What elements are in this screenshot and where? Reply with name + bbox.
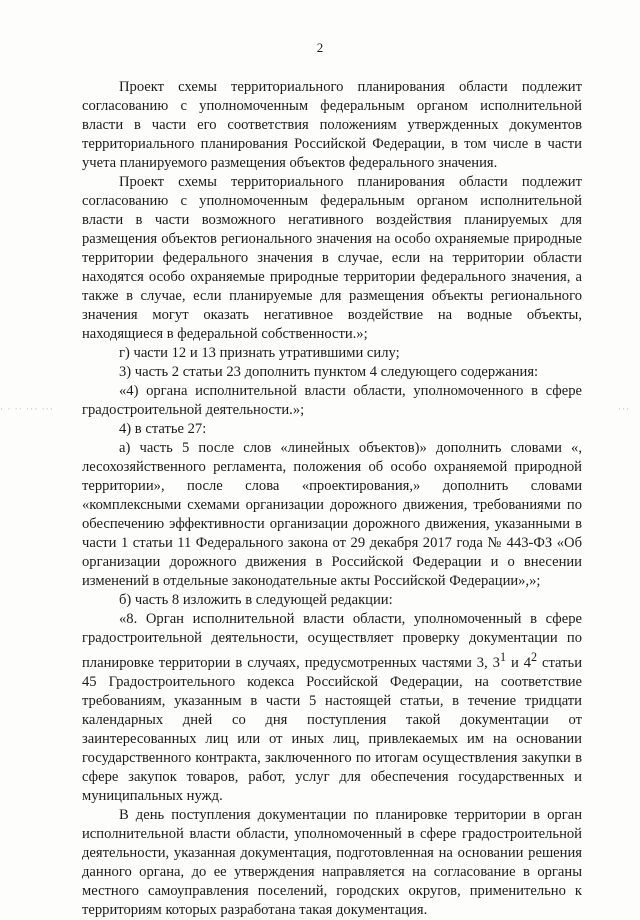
page-number: 2: [316, 40, 324, 55]
paragraph-3: 3) часть 2 статьи 23 дополнить пунктом 4 следующего содержания:: [119, 364, 539, 380]
paragraph-8-part-3: статьи 45 Градостроительного кодекса Российской Федерации, на соответствие требованиям, указанным в части 5 настоящей статьи, в течение тридцати календарных дней со дня поступления такой документации от заинтересованных лиц или от иных лиц, привлекаемых им на основании государственного контракта, заключенного по итогам осуществления закупки в сфере закупок товаров, работ, услуг для обеспечения государственных и муниципальных нужд.: [82, 654, 583, 804]
scan-artifact-left: ⋅ ⋅ ⋅⋅ ⋅⋅⋅ ⋅⋅⋅: [0, 404, 54, 414]
document-body: [82, 78, 582, 920]
paragraph-g: г) части 12 и 13 признать утратившими силу;: [119, 345, 400, 361]
paragraph-4-quote: «4) органа исполнительной власти области, уполномоченного в сфере градостроительной деятельности.»;: [82, 383, 582, 418]
paragraph-a: а) часть 5 после слов «линейных объектов)» дополнить словами «, лесохозяйственного регламента, положения об особо охраняемой природной территории», после слова «проектирования,» дополнить словами «комплексными схемами организации дорожного движения, требованиями по обеспечению эффективности организации дорожного движения, указанными в части 1 статьи 11 Федерального закона от 29 декабря 2017 года № 443-ФЗ «Об организации дорожного движения в Российской Федерации и о внесении изменений в отдельные законодательные акты Российской Федерации»,»;: [82, 440, 582, 589]
paragraph-8: [82, 610, 582, 806]
paragraph-4: 4) в статье 27:: [119, 421, 207, 437]
paragraph-b: б) часть 8 изложить в следующей редакции:: [119, 592, 393, 608]
paragraph-2: Проект схемы территориального планирования области подлежит согласованию с уполномоченным федеральным органом исполнительной власти в части возможного негативного воздействия планируемых для размещения объектов регионального значения на особо охраняемые природные территории федерального значения в случае, если на территории области находятся особо охраняемые природные территории федерального значения, а также в случае, если планируемые для размещения объекты регионального значения могут оказать негативное воздействие на водные объекты, находящиеся в федеральной собственности.»;: [82, 174, 582, 342]
scan-artifact-right: ⋅⋅⋅: [618, 404, 631, 414]
paragraph-1: Проект схемы территориального планирования области подлежит согласованию с уполномоченным федеральным органом исполнительной власти в части его соответствия положениям утвержденных документов территориального планирования Российской Федерации, в том числе в части учета планируемого размещения объектов федерального значения.: [82, 79, 582, 171]
paragraph-last: В день поступления документации по планировке территории в орган исполнительной власти области, уполномоченный в сфере градостроительной деятельности, указанная документация, подготовленная на основании решения данного органа, до ее утверждения направляется на согласование в органы местного самоуправления поселений, городских округов, применительно к территориям которых разработана такая документация.: [82, 806, 582, 918]
paragraph-8-part-1: «8. Орган исполнительной власти области, уполномоченный в сфере градостроительной деятельности, осуществляет проверку документации по планировке территории в случаях, предусмотренных частями 3, 3: [82, 611, 582, 671]
superscript-1: 1: [499, 650, 507, 664]
superscript-2: 2: [531, 650, 538, 664]
paragraph-8-part-2: и 4: [506, 654, 532, 671]
